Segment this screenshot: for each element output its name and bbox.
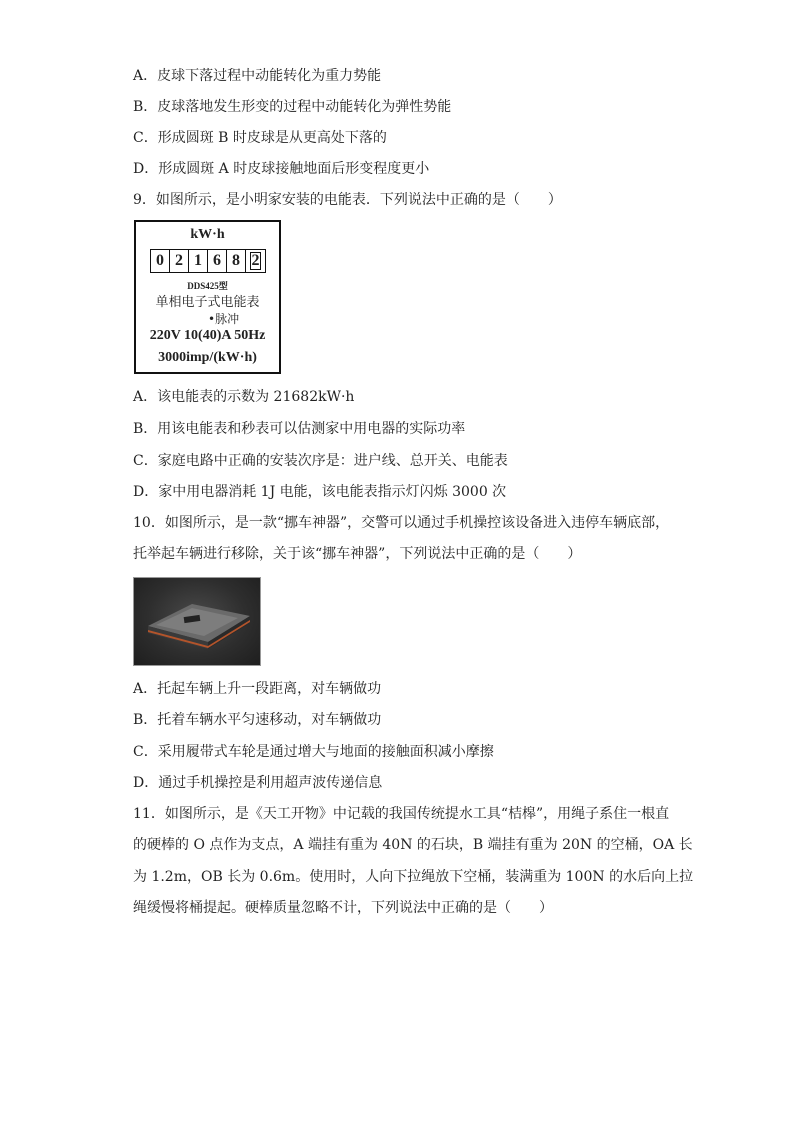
meter-pulse-indicator: •脉冲	[208, 312, 240, 326]
q11-stem-line1: 11．如图所示，是《天工开物》中记载的我国传统提水工具“桔槔”，用绳子系住一根直	[133, 806, 670, 822]
q8-option-b: B．皮球落地发生形变的过程中动能转化为弹性势能	[133, 99, 452, 115]
meter-spec-constant: 3000imp/(kW·h)	[158, 350, 257, 365]
meter-digit-decimal	[246, 250, 265, 272]
meter-unit: kW·h	[190, 227, 225, 242]
meter-digit: 2	[170, 250, 189, 272]
meter-spec-voltage: 220V 10(40)A 50Hz	[149, 328, 266, 343]
meter-digit: 0	[151, 250, 170, 272]
q9-option-d: D．家中用电器消耗 1J 电能，该电能表指示灯闪烁 3000 次	[133, 484, 507, 500]
q11-stem-line4: 绳缓慢将桶提起。硬棒质量忽略不计，下列说法中正确的是（ ）	[133, 900, 553, 916]
q8-option-c: C．形成圆斑 B 时皮球是从更高处下落的	[133, 130, 387, 146]
car-mover-device-photo	[133, 577, 261, 666]
q11-stem-line3: 为 1.2m，OB 长为 0.6m。使用时，人向下拉绳放下空桶，装满重为 100N 的水后向上拉	[133, 869, 694, 885]
q9-stem: 9．如图所示，是小明家安装的电能表．下列说法中正确的是（ ）	[133, 192, 562, 208]
meter-digit: 8	[227, 250, 246, 272]
q8-option-a: A．皮球下落过程中动能转化为重力势能	[133, 68, 382, 84]
meter-name: 单相电子式电能表	[155, 295, 260, 310]
q9-option-c: C．家庭电路中正确的安装次序是：进户线、总开关、电能表	[133, 453, 508, 469]
meter-digit-decimal-box: 2	[251, 252, 260, 269]
meter-model: DDS425型	[187, 281, 228, 291]
q8-option-d: D．形成圆斑 A 时皮球接触地面后形变程度更小	[133, 161, 430, 177]
q10-stem-line2: 托举起车辆进行移除，关于该“挪车神器”，下列说法中正确的是（ ）	[133, 546, 582, 562]
meter-digit: 1	[189, 250, 208, 272]
q9-option-b: B．用该电能表和秒表可以估测家中用电器的实际功率	[133, 421, 466, 437]
q10-option-c: C．采用履带式车轮是通过增大与地面的接触面积减小摩擦	[133, 744, 494, 760]
q10-option-a: A．托起车辆上升一段距离，对车辆做功	[133, 681, 382, 697]
q9-option-a: A．该电能表的示数为 21682kW·h	[133, 389, 355, 405]
car-mover-device-illustration	[134, 578, 260, 665]
electric-meter-figure	[134, 220, 281, 374]
q11-stem-line2: 的硬棒的 O 点作为支点，A 端挂有重为 40N 的石块，B 端挂有重为 20N 的空桶，OA 长	[133, 837, 693, 853]
q10-option-d: D．通过手机操控是利用超声波传递信息	[133, 775, 383, 791]
q10-stem-line1: 10．如图所示，是一款“挪车神器”，交警可以通过手机操控该设备进入违停车辆底部，	[133, 515, 670, 531]
q10-option-b: B．托着车辆水平匀速移动，对车辆做功	[133, 712, 382, 728]
meter-digits	[150, 249, 266, 273]
meter-digit: 6	[208, 250, 227, 272]
